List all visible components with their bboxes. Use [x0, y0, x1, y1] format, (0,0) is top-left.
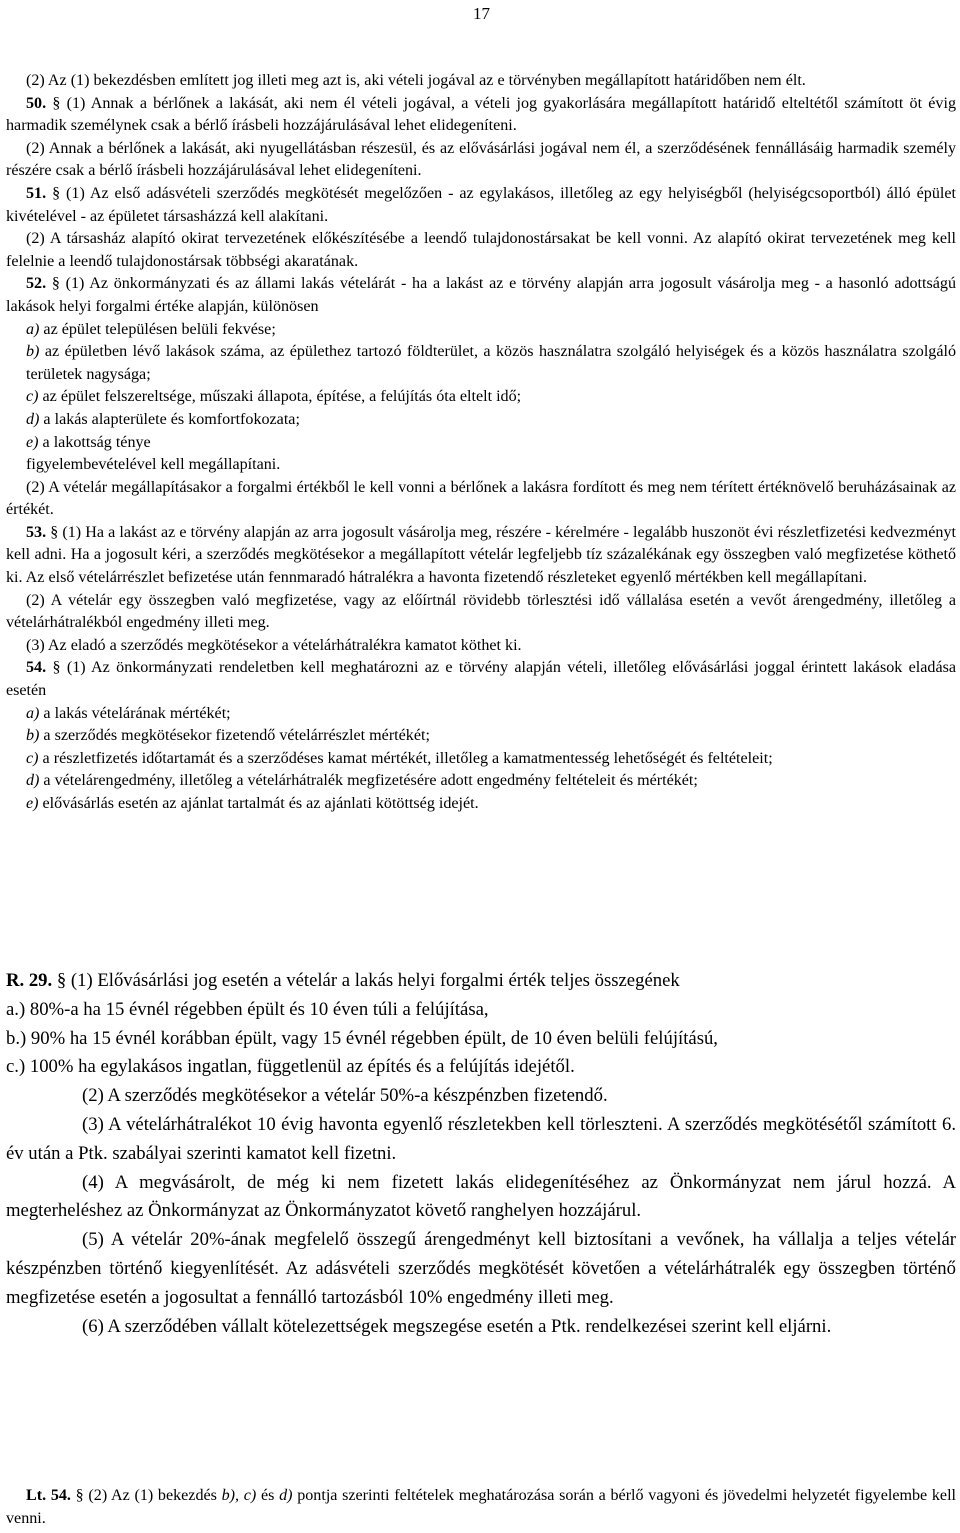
r29-paragraph-3: (3) A vételárhátralékot 10 évig havonta egyenlő részletekben kell törleszteni. A szerződés megkötésétől számított 6. év után a Ptk. szabályai szerinti kamatot kell fizetni. — [6, 1113, 956, 1164]
s52-item-a — [6, 319, 956, 342]
s52-number: 52. — [26, 275, 47, 293]
s52-item-d — [6, 409, 956, 432]
s54-number: 54. — [26, 659, 47, 677]
s52-closing: figyelembevételével kell megállapítani. — [26, 456, 281, 474]
s51-paragraph-1 — [6, 183, 956, 228]
r29-item-b: b.) 90% ha 15 évnél korábban épült, vagy 15 évnél régebben épült, de 10 éven belüli felújítású, — [6, 1027, 718, 1049]
s51-paragraph-2: (2) A társasház alapító okirat tervezetének előkészítésébe a leendő tulajdonostársakat be kell vonni. Az alapító okirat tervezetének meg kell felelnie a leendő tulajdonostársak többségi akaratának. — [6, 230, 956, 270]
s54-item-c — [6, 748, 956, 771]
lt54-italic-1: b), c) — [221, 1487, 257, 1504]
s49-paragraph-2: (2) Az (1) bekezdésben említett jog illeti meg azt is, aki vételi jogával az e törvényben megállapított határidőben nem élt. — [26, 72, 806, 89]
s50-paragraph-2: (2) Annak a bérlőnek a lakását, aki nyugellátásban részesül, és az elővásárlási jogával nem él, a szerződésének fennállásáig harmadik személy részére csak a bérlő írásbeli hozzájárulásával lehet elidegeníteni. — [6, 139, 956, 180]
s54-item-d — [6, 770, 956, 793]
s54-paragraph-1 — [6, 657, 956, 702]
s53-paragraph-3: (3) Az eladó a szerződés megkötésekor a vételárhátralékra kamatot köthet ki. — [26, 636, 522, 654]
regulation-text — [6, 967, 956, 1341]
s50-number: 50. — [26, 94, 47, 112]
s51-number: 51. — [26, 184, 47, 202]
s53-paragraph-1 — [6, 522, 956, 590]
item-letter: d) — [26, 410, 40, 428]
s52-item-b — [6, 341, 956, 386]
s53-p1-text: § (1) Ha a lakást az e törvény alapján az arra jogosult vásárolja meg, részére - kérelmére - legalább huszonöt évi részletfizetési kedvezményt kell adni. Ha a jogosult kéri, a szerződés megkötésekor a megállapított vételár legfeljebb tíz százalékának egy összegben való megfizetése köthető ki. Az első vételárrészlet befizetése után fennmaradó hátralékra a havonta fizetendő részleteket egyenlő mértékben kell megállapítani. — [6, 523, 956, 587]
s52-p1-text: § (1) Az önkormányzati és az állami lakás vételárát - ha a lakást az e törvény alapján arra jogosult vásárolja meg - a hasonló adottságú lakások helyi forgalmi értéke alapján, különösen — [6, 275, 957, 315]
item-letter: a) — [26, 704, 40, 722]
lt54-text-2: és — [256, 1487, 280, 1504]
s53-number: 53. — [26, 523, 47, 541]
item-letter: d) — [26, 772, 40, 790]
r29-paragraph-1 — [6, 967, 956, 996]
lt54-text-3: pontja szerinti feltételek meghatározása során a bérlő vagyoni és jövedelmi helyzetét figyelembe kell venni. — [6, 1487, 957, 1527]
lt54-italic-2: d) — [279, 1487, 293, 1504]
r29-paragraph-5: (5) A vételár 20%-ának megfelelő összegű árengedményt kell biztosítani a vevőnek, ha vállalja a teljes vételár készpénzben történő kiegyenlítését. Az adásvételi szerződés megkötését követően a vételárhátralék egy összegben történő megfizetése esetén a jogosultat a fennálló tartozásból 10% engedmény illeti meg. — [6, 1229, 956, 1308]
s54-p1-text: § (1) Az önkormányzati rendeletben kell meghatározni az e törvény alapján vételi, illetőleg elővásárlási joggal érintett lakások eladása esetén — [6, 659, 956, 700]
footer-provision — [6, 1485, 956, 1530]
lt54-text-1: § (2) Az (1) bekezdés — [70, 1487, 222, 1504]
s50-p1-text: § (1) Annak a bérlőnek a lakását, aki nem él vételi jogával, a vételi jog gyakorlására megállapított határidő elteltétől számított öt évig harmadik személynek csak a bérlő írásbeli hozzájárulásával lehet elidegeníteni. — [6, 94, 956, 135]
r29-paragraph-4: (4) A megvásárolt, de még ki nem fizetett lakás elidegenítéséhez az Önkormányzat nem járul hozzá. A megterheléshez az Önkormányzat az Önkormányzatot követő ranghelyen hozzájárul. — [6, 1171, 956, 1222]
item-text: az épületben lévő lakások száma, az épülethez tartozó földterület, a közös használatra szolgáló helyiségek és a közös használatra szolgáló területek nagysága; — [26, 343, 956, 383]
r29-paragraph-2: (2) A szerződés megkötésekor a vételár 50%-a készpénzben fizetendő. — [82, 1085, 608, 1107]
item-letter: c) — [26, 749, 39, 767]
s52-item-e — [6, 432, 956, 455]
s54-item-e — [6, 793, 956, 816]
item-letter: a) — [26, 320, 40, 338]
r29-p1-text: § (1) Elővásárlási jog esetén a vételár a lakás helyi forgalmi érték teljes összegének — [56, 970, 680, 991]
page-number: 17 — [473, 4, 490, 23]
statute-text — [6, 70, 956, 816]
r29-item-c: c.) 100% ha egylakásos ingatlan, függetlenül az építés és a felújítás idejétől. — [6, 1056, 575, 1078]
lt54-number: Lt. 54. — [26, 1487, 71, 1504]
item-text: a lakottság ténye — [38, 433, 151, 451]
r29-paragraph-6: (6) A szerződében vállalt kötelezettségek megszegése esetén a Ptk. rendelkezései szerint kell eljárni. — [82, 1315, 832, 1337]
item-text: a részletfizetés időtartamát és a szerződéses kamat mértékét, illetőleg a kamatmentesség lehetőségét és feltételeit; — [38, 749, 773, 767]
item-text: az épület felszereltsége, műszaki állapota, építése, a felújítás óta eltelt idő; — [38, 388, 522, 406]
r29-item-a: a.) 80%-a ha 15 évnél régebben épült és 10 éven túli a felújítása, — [6, 998, 489, 1020]
s54-item-b — [6, 725, 956, 748]
s51-p1-text: § (1) Az első adásvételi szerződés megkötését megelőzően - az egylakásos, illetőleg az egy helyiségből (helyiségcsoportból) álló épület kivételével - az épületet társasházzá kell alakítani. — [6, 184, 956, 225]
item-text: a vételárengedmény, illetőleg a vételárhátralék megfizetésére adott engedmény feltételeit és mértékét; — [39, 772, 698, 790]
s52-paragraph-1 — [6, 273, 956, 318]
s50-paragraph-1 — [6, 93, 956, 138]
lt54-paragraph — [6, 1485, 956, 1530]
item-letter: e) — [26, 795, 39, 812]
s54-item-a — [6, 703, 956, 726]
item-letter: e) — [26, 433, 39, 451]
item-letter: c) — [26, 388, 39, 406]
item-text: elővásárlás esetén az ajánlat tartalmát és az ajánlati kötöttség idejét. — [38, 795, 479, 812]
item-text: a lakás vételárának mértékét; — [39, 704, 231, 722]
s52-item-c — [6, 386, 956, 409]
r29-number: R. 29. — [6, 970, 53, 991]
item-text: a szerződés megkötésekor fizetendő vételárrészlet mértékét; — [39, 727, 430, 745]
s53-paragraph-2: (2) A vételár egy összegben való megfizetése, vagy az előírtnál rövidebb törlesztési idő vállalása esetén a vevőt árengedmény, illetőleg a vételárhátralékból engedmény illeti meg. — [6, 591, 956, 632]
item-letter: b) — [26, 727, 40, 745]
item-letter: b) — [26, 343, 40, 361]
item-text: az épület településen belüli fekvése; — [39, 320, 276, 338]
item-text: a lakás alapterülete és komfortfokozata; — [39, 410, 300, 428]
s52-paragraph-2: (2) A vételár megállapításakor a forgalmi értékből le kell vonni a bérlőnek a lakásra fordított és meg nem térített értéknövelő beruházásainak az értékét. — [6, 478, 956, 519]
